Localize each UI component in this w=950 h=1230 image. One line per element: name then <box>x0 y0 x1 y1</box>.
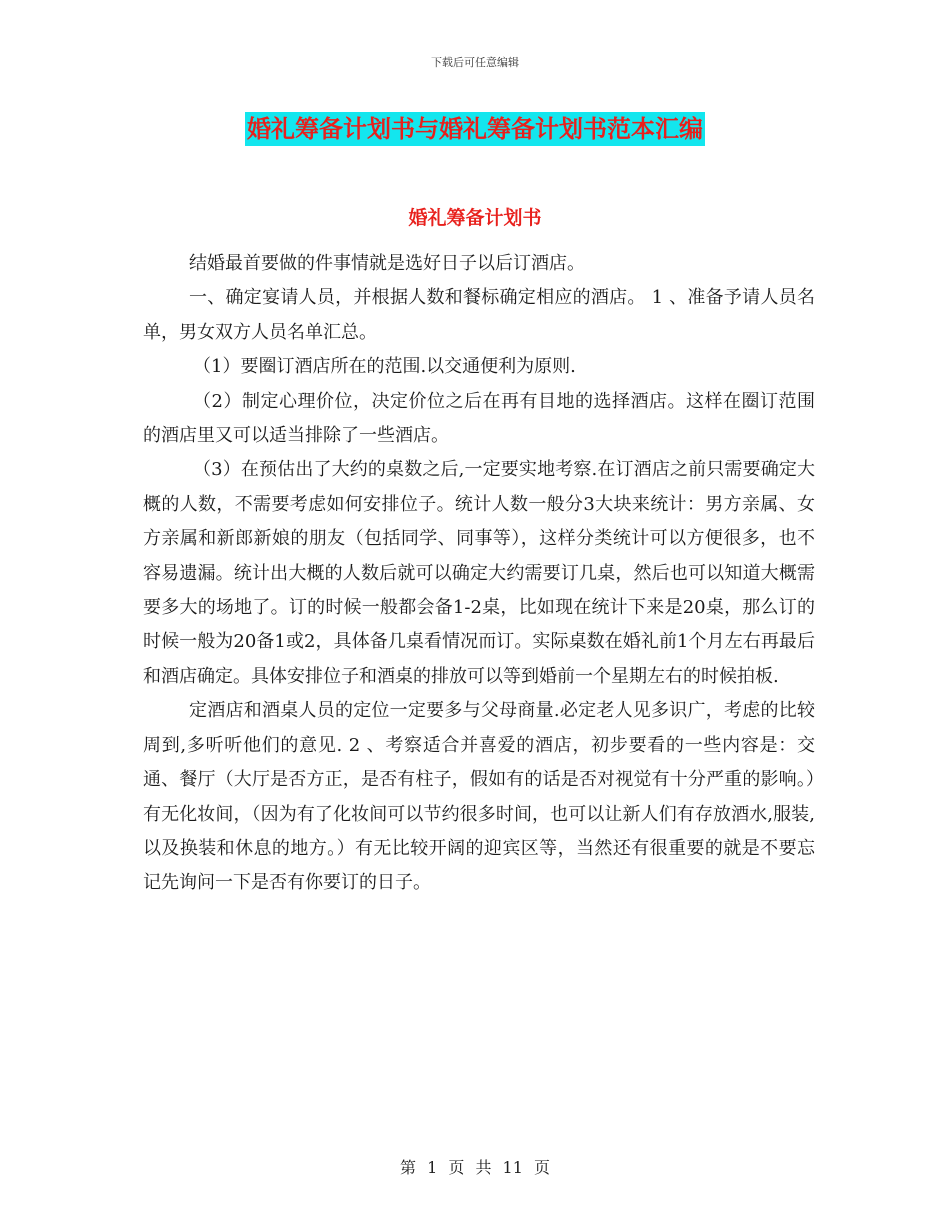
page-number: 第 1 页 共 11 页 <box>400 1158 550 1177</box>
paragraph: 结婚最首要做的件事情就是选好日子以后订酒店。 <box>189 253 585 274</box>
body-text <box>143 247 815 901</box>
main-title: 婚礼筹备计划书与婚礼筹备计划书范本汇编 <box>245 112 705 146</box>
header-note: 下载后可任意编辑 <box>431 56 519 69</box>
paragraph: （1）要圈订酒店所在的范围.以交通便利为原则. <box>193 356 576 378</box>
paragraph: 一、确定宴请人员，并根据人数和餐标确定相应的酒店。 1 、准备予请人员名单，男女双方人员名单汇总。 <box>143 287 815 343</box>
paragraph: （2）制定心理价位，决定价位之后在再有目地的选择酒店。这样在圈订范围的酒店里又可以适当排除了一些酒店。 <box>143 390 815 447</box>
paragraph: （3）在预估出了大约的桌数之后,一定要实地考察.在订酒店之前只需要确定大概的人数，不需要考虑如何安排位子。统计人数一般分3大块来统计：男方亲属、女方亲属和新郎新娘的朋友（包括同学、同事等），这样分类统计可以方便很多，也不容易遗漏。统计出大概的人数后就可以确定大约需要订几桌，然后也可以知道大概需要多大的场地了。订的时候一般都会备1-2桌，比如现在统计下来是20桌，那么订的时候一般为20备1或2，具体备几桌看情况而订。实际桌数在婚礼前1个月左右再最后和酒店确定。具体安排位子和酒桌的排放可以等到婚前一个星期左右的时候拍板. <box>143 459 815 687</box>
paragraph: 定酒店和酒桌人员的定位一定要多与父母商量.必定老人见多识广，考虑的比较周到,多听听他们的意见. 2 、考察适合并喜爱的酒店，初步要看的一些内容是：交通、餐厅（大厅是否方正，是否有柱子，假如有的话是否对视觉有十分严重的影响。）有无化妆间，（因为有了化妆间可以节约很多时间，也可以让新人们有存放酒水,服装,以及换装和休息的地方。）有无比较开阔的迎宾区等，当然还有很重要的就是不要忘记先询问一下是否有你要订的日子。 <box>143 700 815 894</box>
section-title: 婚礼筹备计划书 <box>408 207 542 229</box>
main-title-wrap <box>0 112 950 146</box>
